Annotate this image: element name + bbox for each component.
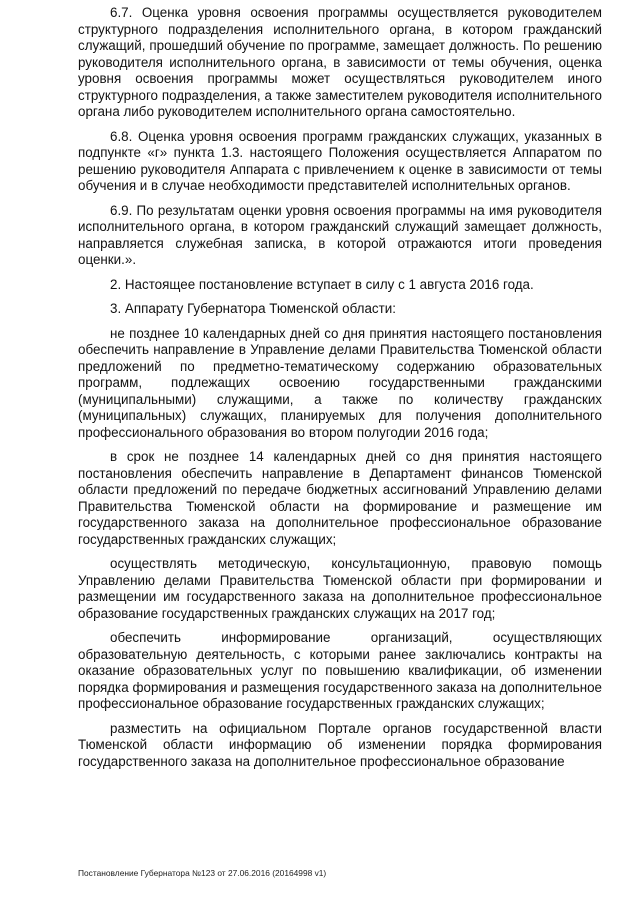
document-body (78, 5, 602, 778)
paragraph-3-item-2: в срок не позднее 14 календарных дней со дня принятия настоящего постановления обеспечить направление в Департамент финансов Тюменской области предложений по передаче бюджетных ассигнований Управлению делами Правительства Тюменской области на формирование и размещение им государственного заказа на дополнительное профессиональное образование государственных гражданских служащих; (78, 449, 602, 547)
paragraph-3-item-4: обеспечить информирование организаций, осуществляющих образовательную деятельность, с которыми ранее заключались контракты на оказание образовательных услуг по повышению квалификации, об изменении порядка формирования и размещения государственного заказа на дополнительное профессиональное образование государственных гражданских служащих; (78, 630, 602, 711)
paragraph-2-effective-date: 2. Настоящее постановление вступает в силу с 1 августа 2016 года. (110, 276, 534, 292)
paragraph-3-item-3: осуществлять методическую, консультационную, правовую помощь Управлению делами Правительства Тюменской области при формировании и размещении им государственного заказа на дополнительное профессиональное образование государственных гражданских служащих на 2017 год; (78, 556, 602, 621)
paragraph-3-heading: 3. Аппарату Губернатора Тюменской области: (110, 301, 396, 316)
paragraph-6-9: 6.9. По результатам оценки уровня освоения программы на имя руководителя исполнительного органа, в котором гражданский служащий замещает должность, направляется служебная записка, в которой отражаются итоги проведения оценки.». (78, 202, 602, 267)
paragraph-6-8: 6.8. Оценка уровня освоения программ гражданских служащих, указанных в подпункте «г» пункта 1.3. настоящего Положения осуществляется Аппаратом по решению руководителя Аппарата с привлечением к оценке в зависимости от темы обучения и в случае необходимости представителей исполнительных органов. (78, 128, 602, 193)
document-footer: Постановление Губернатора №123 от 27.06.2016 (20164998 v1) (78, 868, 327, 878)
paragraph-3-item-5: разместить на официальном Портале органов государственной власти Тюменской области информацию об изменении порядка формирования государственного заказа на дополнительное профессиональное образование (78, 720, 602, 769)
paragraph-6-7: 6.7. Оценка уровня освоения программы осуществляется руководителем структурного подразделения исполнительного органа, в котором гражданский служащий, прошедший обучение по программе, замещает должность. По решению руководителя исполнительного органа, в зависимости от темы обучения, оценка уровня освоения программы может осуществляться руководителем иного структурного подразделения, а также заместителем руководителя исполнительного органа либо руководителем исполнительного органа самостоятельно. (78, 5, 602, 119)
paragraph-3-item-1: не позднее 10 календарных дней со дня принятия настоящего постановления обеспечить направление в Управление делами Правительства Тюменской области предложений по предметно-тематическому содержанию образовательных программ, подлежащих освоению государственными гражданскими (муниципальными) служащими, а также по количеству гражданских (муниципальных) служащих, планируемых для получения дополнительного профессионального образования во втором полугодии 2016 года; (78, 325, 602, 440)
